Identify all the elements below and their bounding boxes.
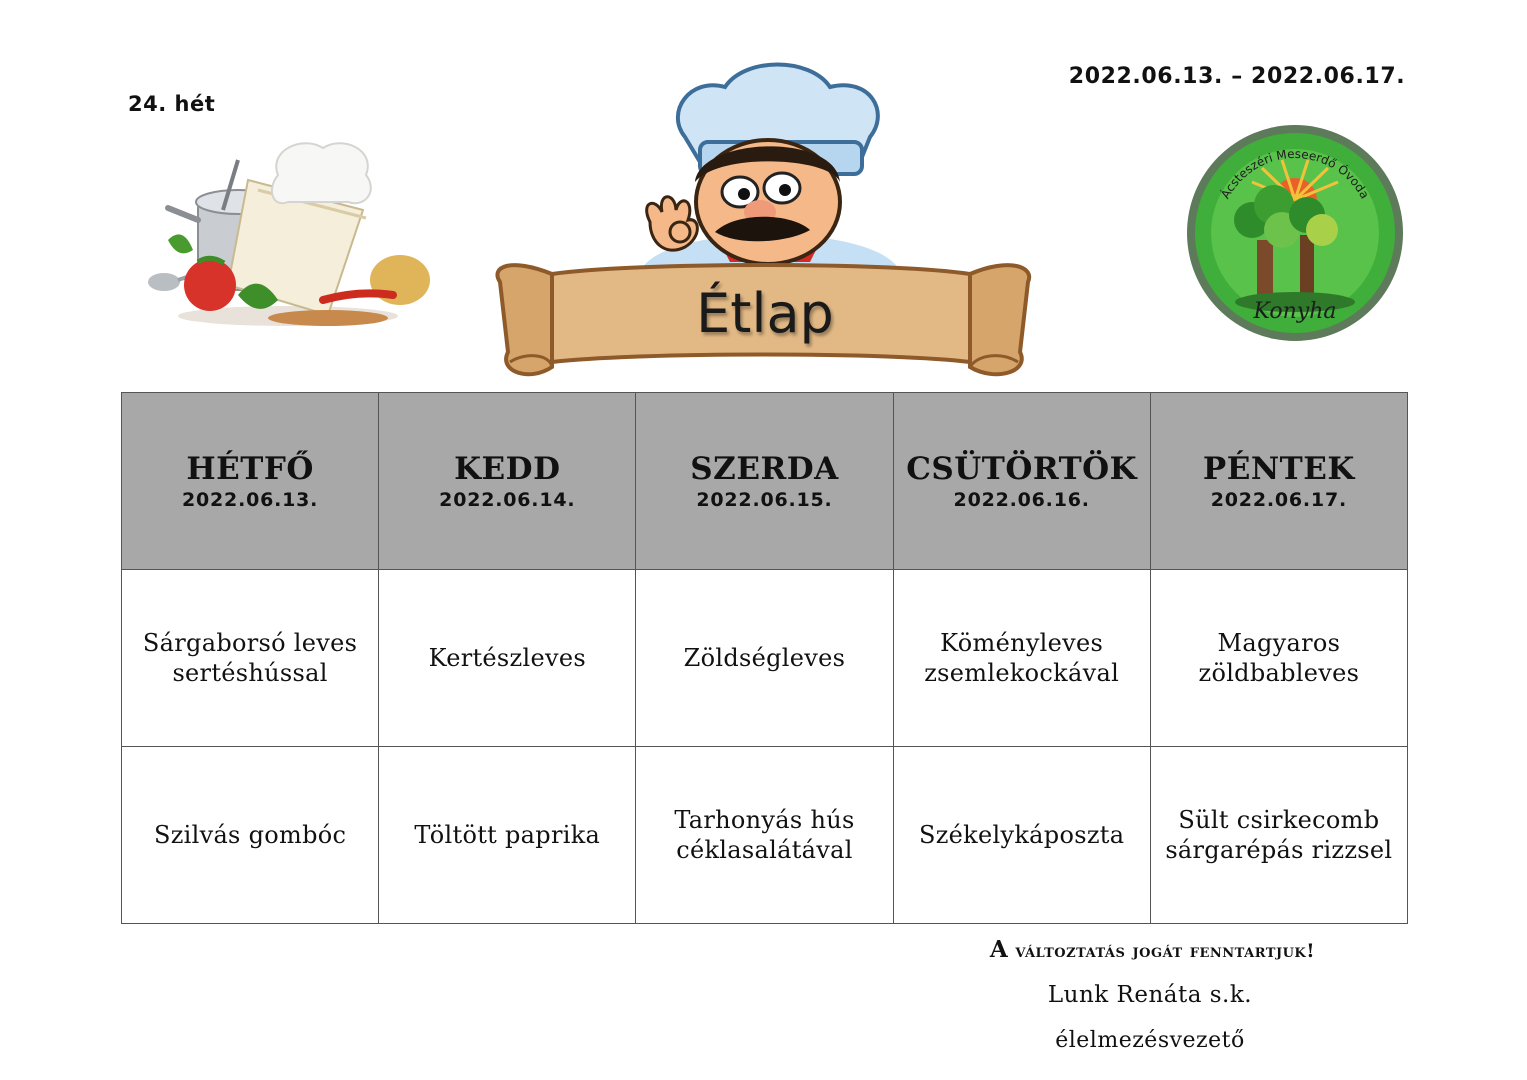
- header-row: [122, 393, 1408, 570]
- change-notice: [930, 936, 1375, 963]
- day-name: KEDD: [454, 451, 561, 487]
- cooking-pot-illustration: [138, 130, 438, 335]
- logo-text-bottom: Konyha: [1253, 299, 1337, 324]
- day-header-thursday: [893, 393, 1150, 570]
- day-date: 2022.06.13.: [181, 489, 319, 511]
- notice-initial: A: [989, 936, 1009, 963]
- day-header-wednesday: [636, 393, 893, 570]
- day-name: CSÜTÖRTÖK: [906, 451, 1138, 487]
- menu-cell-main-thursday: Székelykáposzta: [893, 747, 1150, 924]
- page-title: Étlap: [696, 282, 834, 345]
- day-name: HÉTFŐ: [186, 451, 314, 487]
- day-date: 2022.06.16.: [953, 489, 1090, 511]
- menu-table: [121, 392, 1408, 924]
- day-name: SZERDA: [690, 451, 839, 487]
- day-date: 2022.06.15.: [696, 489, 833, 511]
- day-header-friday: [1150, 393, 1407, 570]
- date-range: 2022.06.13. – 2022.06.17.: [1068, 64, 1406, 89]
- signer-role: élelmezésvezető: [1055, 1028, 1245, 1053]
- day-date: 2022.06.14.: [439, 489, 576, 511]
- menu-cell-main-friday: Sült csirkecomb sárgarépás rizzsel: [1150, 747, 1407, 924]
- menu-cell-soup-monday: Sárgaborsó leves sertéshússal: [122, 570, 379, 747]
- menu-cell-main-tuesday: Töltött paprika: [379, 747, 636, 924]
- menu-cell-main-wednesday: Tarhonyás hús céklasalátával: [636, 747, 893, 924]
- week-number: 24. hét: [128, 92, 216, 116]
- menu-cell-main-monday: Szilvás gombóc: [122, 747, 379, 924]
- kitchen-logo: [1182, 120, 1408, 346]
- logo-text-top: Ácsteszéri Meseerdő Óvoda: [1218, 146, 1372, 202]
- signature: Lunk Renáta s.k.: [1047, 982, 1253, 1008]
- notice-text: változtatás jogát fenntartjuk!: [1008, 940, 1316, 962]
- day-name: PÉNTEK: [1202, 451, 1355, 487]
- menu-cell-soup-tuesday: Kertészleves: [379, 570, 636, 747]
- menu-cell-soup-wednesday: Zöldségleves: [636, 570, 893, 747]
- day-date: 2022.06.17.: [1210, 489, 1347, 511]
- day-header-tuesday: [379, 393, 636, 570]
- day-header-monday: [122, 393, 379, 570]
- menu-cell-soup-thursday: Köményleves zsemlekockával: [893, 570, 1150, 747]
- main-course-row: [122, 747, 1408, 924]
- soup-row: [122, 570, 1408, 747]
- menu-cell-soup-friday: Magyaros zöldbableves: [1150, 570, 1407, 747]
